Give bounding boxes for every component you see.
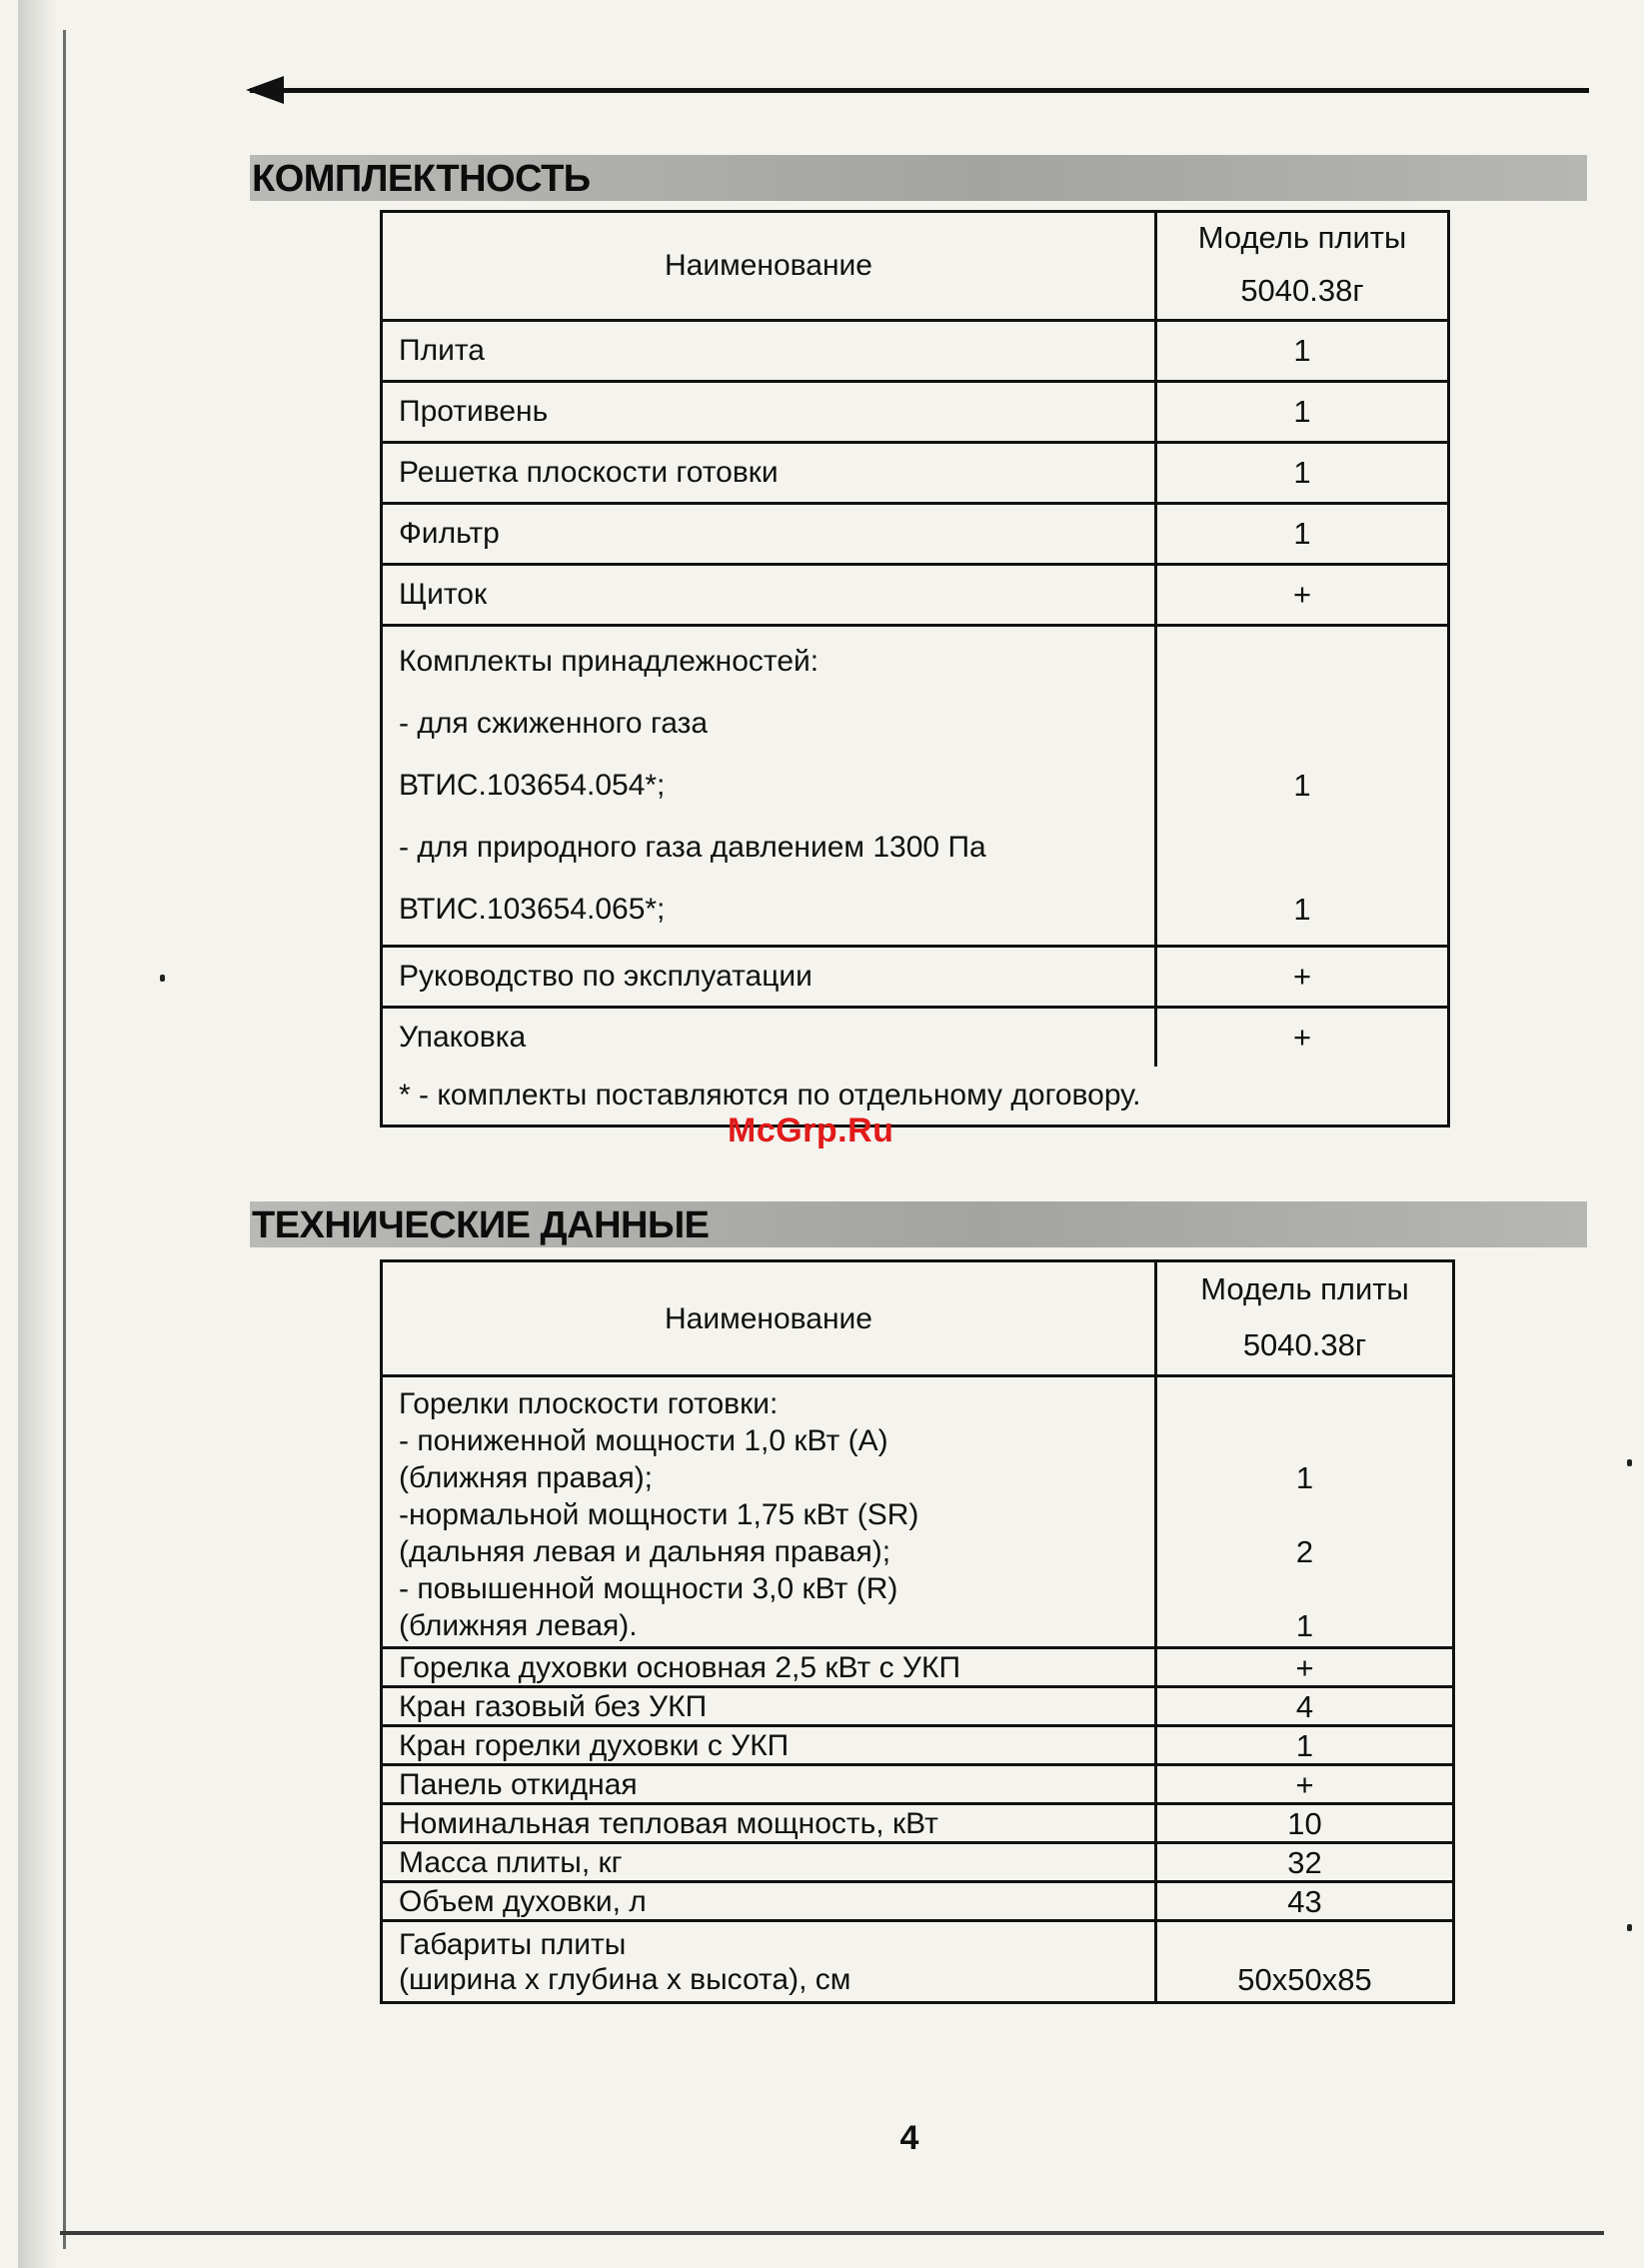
complect-header-row bbox=[382, 212, 1449, 264]
burners-line: (ближняя левая). bbox=[399, 1609, 638, 1642]
scan-speck bbox=[1627, 1459, 1632, 1466]
row-value: 1 bbox=[1156, 504, 1449, 565]
tech-header-model-number: 5040.38г bbox=[1156, 1315, 1454, 1376]
burners-value: 1 bbox=[1295, 1608, 1314, 1643]
table-row bbox=[382, 947, 1449, 1008]
scan-speck bbox=[1627, 1924, 1632, 1931]
row-value: 4 bbox=[1156, 1687, 1454, 1726]
table-row bbox=[382, 1648, 1454, 1687]
row-value: 10 bbox=[1156, 1804, 1454, 1843]
accessories-line: Комплекты принадлежностей: bbox=[399, 645, 820, 678]
burners-values bbox=[1156, 1376, 1454, 1648]
table-row bbox=[382, 1687, 1454, 1726]
burners-value: 2 bbox=[1295, 1534, 1314, 1569]
dimensions-line: Габариты плиты bbox=[399, 1927, 627, 1961]
burners-line: - пониженной мощности 1,0 кВт (А) bbox=[399, 1424, 888, 1457]
row-name: Объем духовки, л bbox=[382, 1882, 1156, 1921]
footnote: * - комплекты поставляются по отдельному договору. bbox=[382, 1067, 1449, 1127]
bottom-rule bbox=[60, 2231, 1604, 2235]
burners-line: (ближняя правая); bbox=[399, 1461, 654, 1494]
dimensions-row bbox=[382, 1921, 1454, 2003]
section-bar-complect bbox=[250, 155, 1587, 201]
section-bar-tech bbox=[250, 1201, 1587, 1247]
dimensions-value: 50x50x85 bbox=[1156, 1921, 1454, 2003]
accessories-value: 1 bbox=[1293, 768, 1311, 803]
tech-table bbox=[380, 1259, 1455, 2004]
row-name: Масса плиты, кг bbox=[382, 1843, 1156, 1882]
row-name: Кран горелки духовки с УКП bbox=[382, 1726, 1156, 1765]
row-name: Решетка плоскости готовки bbox=[382, 443, 1156, 504]
burners-name bbox=[382, 1376, 1156, 1648]
row-value: + bbox=[1156, 1008, 1449, 1068]
table-row bbox=[382, 1804, 1454, 1843]
burners-line: - повышенной мощности 3,0 кВт (R) bbox=[399, 1572, 898, 1605]
row-name: Плита bbox=[382, 321, 1156, 382]
accessories-line: ВТИС.103654.065*; bbox=[399, 893, 666, 926]
row-name: Номинальная тепловая мощность, кВт bbox=[382, 1804, 1156, 1843]
watermark: McGrp.Ru bbox=[728, 1112, 894, 1149]
complect-header-name: Наименование bbox=[382, 212, 1156, 321]
accessories-line: ВТИС.103654.054*; bbox=[399, 769, 666, 802]
row-name: Кран газовый без УКП bbox=[382, 1687, 1156, 1726]
accessories-name bbox=[382, 626, 1156, 947]
row-name: Противень bbox=[382, 382, 1156, 443]
row-value: + bbox=[1156, 1765, 1454, 1804]
table-row bbox=[382, 382, 1449, 443]
scan-speck bbox=[160, 975, 165, 982]
page-edge bbox=[18, 0, 58, 2268]
table-row bbox=[382, 321, 1449, 382]
top-rule bbox=[250, 88, 1589, 93]
accessories-values bbox=[1156, 626, 1449, 947]
complect-header-model-number: 5040.38г bbox=[1156, 263, 1449, 321]
table-row bbox=[382, 1882, 1454, 1921]
row-value: + bbox=[1156, 565, 1449, 626]
burners-value: 1 bbox=[1295, 1460, 1314, 1495]
accessories-line: - для сжиженного газа bbox=[399, 707, 709, 740]
burners-line: -нормальной мощности 1,75 кВт (SR) bbox=[399, 1498, 919, 1531]
row-name: Щиток bbox=[382, 565, 1156, 626]
section-title-complect: КОМПЛЕКТНОСТЬ bbox=[252, 158, 591, 200]
row-value: 1 bbox=[1156, 321, 1449, 382]
row-name: Руководство по эксплуатации bbox=[382, 947, 1156, 1008]
burners-row bbox=[382, 1376, 1454, 1648]
dimensions-line: (ширина х глубина х высота), см bbox=[399, 1962, 851, 1996]
row-value: 1 bbox=[1156, 443, 1449, 504]
row-value: 1 bbox=[1156, 382, 1449, 443]
accessories-value: 1 bbox=[1293, 892, 1311, 927]
footnote-row bbox=[382, 1067, 1449, 1127]
row-value: 1 bbox=[1156, 1726, 1454, 1765]
row-name: Горелка духовки основная 2,5 кВт с УКП bbox=[382, 1648, 1156, 1687]
complect-header-model: Модель плиты bbox=[1156, 212, 1449, 264]
complect-table bbox=[380, 210, 1450, 1128]
table-row bbox=[382, 1726, 1454, 1765]
tech-header-name: Наименование bbox=[382, 1261, 1156, 1376]
tech-header-row bbox=[382, 1261, 1454, 1315]
section-title-tech: ТЕХНИЧЕСКИЕ ДАННЫЕ bbox=[252, 1204, 710, 1246]
tech-header-model: Модель плиты bbox=[1156, 1261, 1454, 1315]
table-row bbox=[382, 565, 1449, 626]
row-name: Фильтр bbox=[382, 504, 1156, 565]
burners-line: (дальняя левая и дальняя правая); bbox=[399, 1535, 891, 1568]
table-row bbox=[382, 1008, 1449, 1068]
table-row bbox=[382, 443, 1449, 504]
row-value: + bbox=[1156, 947, 1449, 1008]
row-name: Упаковка bbox=[382, 1008, 1156, 1068]
row-value: 43 bbox=[1156, 1882, 1454, 1921]
table-row bbox=[382, 504, 1449, 565]
row-value: + bbox=[1156, 1648, 1454, 1687]
dimensions-name bbox=[382, 1921, 1156, 2003]
table-row bbox=[382, 1765, 1454, 1804]
accessories-line: - для природного газа давлением 1300 Па bbox=[399, 831, 986, 864]
page-number: 4 bbox=[899, 2119, 919, 2157]
row-value: 32 bbox=[1156, 1843, 1454, 1882]
table-row bbox=[382, 1843, 1454, 1882]
accessories-row bbox=[382, 626, 1449, 947]
row-name: Панель откидная bbox=[382, 1765, 1156, 1804]
burners-line: Горелки плоскости готовки: bbox=[399, 1387, 779, 1420]
